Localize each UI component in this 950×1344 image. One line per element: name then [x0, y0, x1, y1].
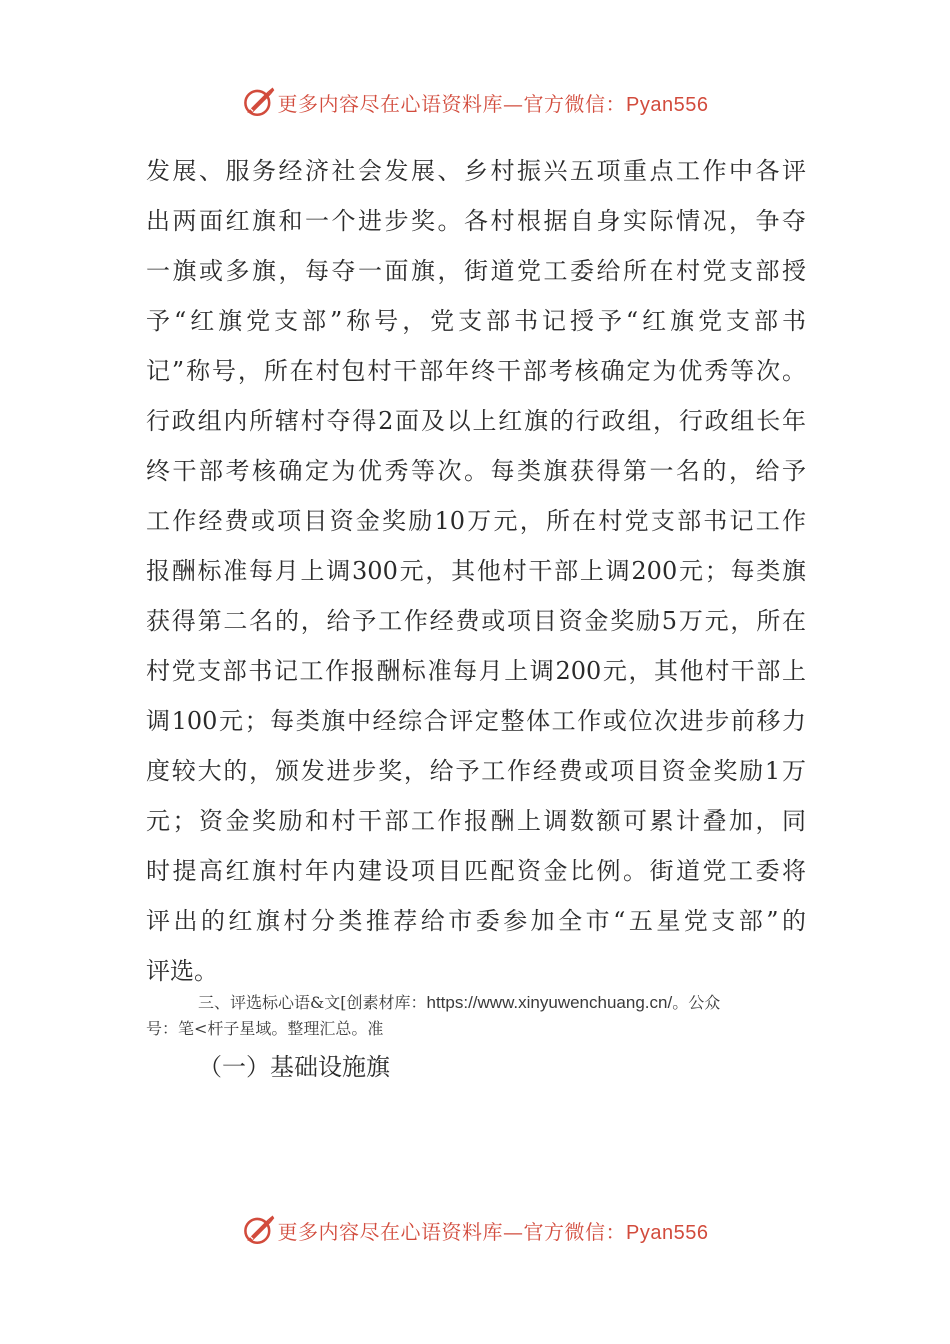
body-line: 时提高红旗村年内建设项目匹配资金比例。街道党工委将: [146, 857, 806, 885]
source-note-line-1: [146, 990, 806, 1016]
body-line: 获得第二名的，给予工作经费或项目资金奖励5万元，所在: [146, 607, 806, 635]
footer-banner-prefix: 更多内容尽在心语资料库: [277, 1219, 504, 1244]
body-line: 村党支部书记工作报酬标准每月上调200元，其他村干部上: [146, 657, 806, 685]
source-note: [146, 990, 806, 1042]
body-line: 评选。: [146, 957, 218, 985]
banner-official: 官方微信：: [523, 91, 627, 116]
pen-circle-logo-icon: [242, 1213, 276, 1247]
source-note-line-2: 号：笔<杆子星域。整理汇总。准: [146, 1019, 384, 1038]
source-url: https://www.xinyuwenchuang.cn/: [426, 993, 673, 1012]
source-note-part1: 三、评选标心语&文[创素材库：: [198, 993, 427, 1012]
banner-inner: [242, 85, 709, 119]
body-line: 度较大的，颁发进步奖，给予工作经费或项目资金奖励1万: [146, 757, 806, 785]
banner-prefix: 更多内容尽在心语资料库: [277, 91, 504, 116]
body-line: 工作经费或项目资金奖励10万元，所在村党支部书记工作: [146, 507, 806, 535]
footer-banner-wechat-id: Pyan556: [626, 1221, 709, 1244]
footer-banner-inner: [242, 1213, 709, 1247]
body-line: 行政组内所辖村夺得2面及以上红旗的行政组，行政组长年: [146, 407, 806, 435]
banner-separator: —: [503, 91, 524, 116]
footer-banner-text: [278, 1216, 709, 1245]
footer-banner-official: 官方微信：: [523, 1219, 627, 1244]
body-line: 予“红旗党支部”称号，党支部书记授予“红旗党支部书: [146, 307, 806, 335]
pen-circle-logo-icon: [242, 85, 276, 119]
footer-banner-separator: —: [503, 1219, 524, 1244]
footer-banner: [0, 1208, 950, 1252]
body-line: 出两面红旗和一个进步奖。各村根据自身实际情况，争夺: [146, 207, 806, 235]
banner-text: [278, 88, 709, 117]
body-line: 评出的红旗村分类推荐给市委参加全市“五星党支部”的: [146, 907, 806, 935]
body-line: 记”称号，所在村包村干部年终干部考核确定为优秀等次。: [146, 357, 806, 385]
source-note-part2: 。公众: [672, 993, 721, 1012]
header-banner: [0, 80, 950, 124]
body-text: [146, 146, 806, 996]
banner-wechat-id: Pyan556: [626, 93, 709, 116]
section-heading: （一）基础设施旗: [198, 1053, 390, 1081]
body-line: 元；资金奖励和村干部工作报酬上调数额可累计叠加，同: [146, 807, 806, 835]
body-line: 终干部考核确定为优秀等次。每类旗获得第一名的，给予: [146, 457, 806, 485]
body-line: 调100元；每类旗中经综合评定整体工作或位次进步前移力: [146, 707, 806, 735]
body-line: 一旗或多旗，每夺一面旗，街道党工委给所在村党支部授: [146, 257, 806, 285]
body-line: 发展、服务经济社会发展、乡村振兴五项重点工作中各评: [146, 157, 806, 185]
body-line: 报酬标准每月上调300元，其他村干部上调200元；每类旗: [146, 557, 806, 585]
